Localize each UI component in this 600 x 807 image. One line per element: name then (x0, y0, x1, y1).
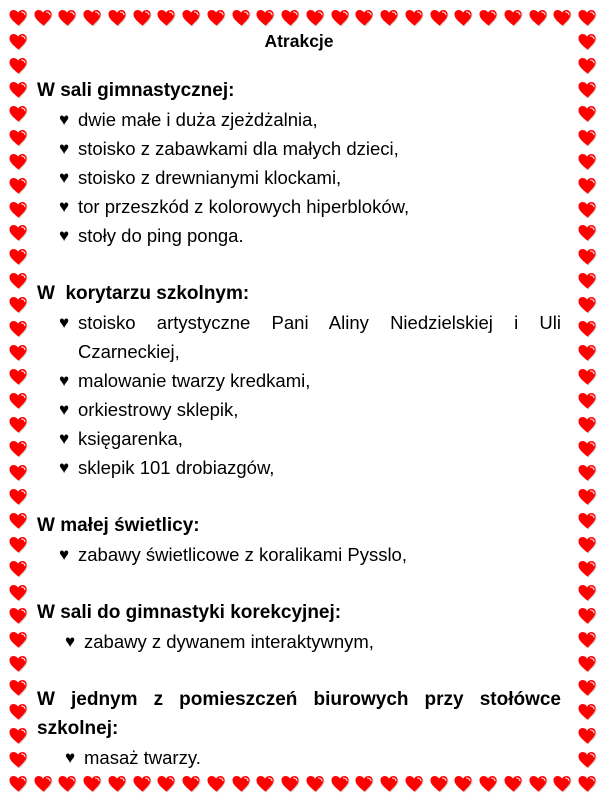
heart-icon (9, 631, 28, 650)
heart-icon (578, 320, 597, 339)
list-item: ♥ zabawy świetlicowe z koralikami Pysslo, (59, 540, 561, 569)
list-item: ♥ zabawy z dywanem interaktywnym, (65, 627, 561, 656)
heart-bullet-icon: ♥ (65, 748, 76, 767)
list-item: ♥ malowanie twarzy kredkami, (59, 366, 561, 395)
section-heading: W korytarzu szkolnym: (37, 283, 250, 304)
heart-icon (9, 464, 28, 483)
heart-icon (578, 416, 597, 435)
heart-icon (34, 775, 53, 794)
heart-icon (578, 177, 597, 196)
heart-icon (578, 512, 597, 531)
heart-icon (9, 105, 28, 124)
heart-icon (9, 655, 28, 674)
section-heading: W małej świetlicy: (37, 515, 200, 536)
list-item: ♥ stoisko z zabawkami dla małych dzieci, (59, 134, 561, 163)
heart-icon (9, 224, 28, 243)
heart-icon (479, 775, 498, 794)
heart-icon (454, 775, 473, 794)
heart-bullet-icon: ♥ (59, 226, 70, 245)
heart-icon (578, 392, 597, 411)
heart-bullet-icon: ♥ (59, 313, 70, 332)
heart-bullet-icon: ♥ (59, 400, 70, 419)
heart-icon (578, 296, 597, 315)
list-item: ♥ masaż twarzy. (65, 743, 561, 772)
heart-icon (9, 751, 28, 770)
heart-icon (578, 607, 597, 626)
section-pomieszczenie-biurowe (37, 685, 561, 772)
heart-icon (578, 727, 597, 746)
document-page (37, 26, 561, 772)
heart-icon (578, 775, 597, 794)
heart-icon (9, 440, 28, 459)
heart-icon (578, 153, 597, 172)
heart-icon (306, 775, 325, 794)
heart-icon (9, 153, 28, 172)
heart-icon (380, 775, 399, 794)
list-item: ♥ stoły do ping ponga. (59, 221, 561, 250)
heart-icon (157, 775, 176, 794)
heart-icon (578, 751, 597, 770)
heart-icon (9, 488, 28, 507)
list-item: ♥ księgarenka, (59, 424, 561, 453)
heart-icon (529, 775, 548, 794)
list-item: ♥ dwie małe i duża zjeżdżalnia, (59, 105, 561, 134)
heart-icon (9, 201, 28, 220)
heart-icon (281, 775, 300, 794)
heart-icon (9, 727, 28, 746)
section-mala-swietlica (37, 511, 561, 569)
heart-icon (578, 57, 597, 76)
spacer (37, 250, 561, 279)
section-heading: W sali do gimnastyki korekcyjnej: (37, 602, 342, 623)
heart-bullet-icon: ♥ (59, 197, 70, 216)
heart-bullet-icon: ♥ (59, 458, 70, 477)
list-item: ♥ stoisko artystyczne Pani Aliny Niedzielskiej i Uli Czarneckiej, (59, 308, 561, 366)
heart-icon (182, 775, 201, 794)
heart-icon (578, 33, 597, 52)
spacer (37, 569, 561, 598)
heart-icon (578, 488, 597, 507)
heart-bullet-icon: ♥ (59, 371, 70, 390)
heart-icon (9, 392, 28, 411)
heart-icon (578, 224, 597, 243)
heart-icon (58, 775, 77, 794)
heart-icon (9, 9, 28, 28)
heart-icon (207, 775, 226, 794)
heart-bullet-icon: ♥ (65, 632, 76, 651)
heart-bullet-icon: ♥ (59, 545, 70, 564)
heart-icon (578, 105, 597, 124)
heart-icon (9, 584, 28, 603)
heart-icon (9, 248, 28, 267)
section-korytarz-szkolny (37, 279, 561, 482)
heart-icon (232, 775, 251, 794)
heart-icon (578, 655, 597, 674)
heart-icon (553, 775, 572, 794)
heart-icon (578, 248, 597, 267)
list-item: ♥ tor przeszkód z kolorowych hiperbloków, (59, 192, 561, 221)
heart-bullet-icon: ♥ (59, 168, 70, 187)
heart-icon (578, 201, 597, 220)
heart-icon (133, 775, 152, 794)
heart-icon (9, 560, 28, 579)
heart-icon (578, 584, 597, 603)
list-item: ♥ stoisko z drewnianymi klockami, (59, 163, 561, 192)
heart-icon (9, 81, 28, 100)
heart-icon (578, 464, 597, 483)
heart-icon (9, 296, 28, 315)
heart-icon (578, 368, 597, 387)
heart-icon (9, 607, 28, 626)
heart-icon (9, 33, 28, 52)
heart-icon (9, 679, 28, 698)
heart-icon (578, 560, 597, 579)
heart-icon (9, 368, 28, 387)
heart-icon (9, 320, 28, 339)
heart-icon (578, 679, 597, 698)
heart-icon (108, 775, 127, 794)
list-item: ♥ orkiestrowy sklepik, (59, 395, 561, 424)
heart-icon (9, 536, 28, 555)
heart-icon (405, 775, 424, 794)
heart-icon (9, 512, 28, 531)
heart-bullet-icon: ♥ (59, 429, 70, 448)
heart-icon (430, 775, 449, 794)
heart-icon (578, 703, 597, 722)
heart-icon (256, 775, 275, 794)
attraction-list (37, 308, 561, 482)
page-title: Atrakcje (264, 31, 334, 51)
heart-icon (578, 9, 597, 28)
heart-icon (83, 775, 102, 794)
heart-icon (578, 536, 597, 555)
heart-icon (578, 272, 597, 291)
list-item: ♥ sklepik 101 drobiazgów, (59, 453, 561, 482)
attraction-list (37, 540, 561, 569)
section-gimnastyka-korekcyjna (37, 598, 561, 656)
spacer (37, 656, 561, 685)
heart-icon (9, 177, 28, 196)
heart-bullet-icon: ♥ (59, 139, 70, 158)
heart-icon (9, 272, 28, 291)
attraction-list (37, 105, 561, 250)
heart-icon (578, 129, 597, 148)
heart-bullet-icon: ♥ (59, 110, 70, 129)
attraction-list (37, 743, 561, 772)
heart-icon (578, 344, 597, 363)
heart-icon (9, 57, 28, 76)
heart-icon (9, 775, 28, 794)
spacer (37, 482, 561, 511)
heart-icon (9, 703, 28, 722)
heart-icon (331, 775, 350, 794)
heart-icon (355, 775, 374, 794)
heart-icon (578, 81, 597, 100)
section-sala-gimnastyczna (37, 76, 561, 250)
heart-icon (504, 775, 523, 794)
section-heading: W sali gimnastycznej: (37, 80, 235, 101)
section-heading: W jednym z pomieszczeń biurowych przy stołówce szkolnej: (37, 689, 561, 739)
attraction-list (37, 627, 561, 656)
heart-icon (578, 631, 597, 650)
heart-icon (9, 416, 28, 435)
heart-icon (9, 129, 28, 148)
heart-icon (578, 440, 597, 459)
heart-icon (9, 344, 28, 363)
